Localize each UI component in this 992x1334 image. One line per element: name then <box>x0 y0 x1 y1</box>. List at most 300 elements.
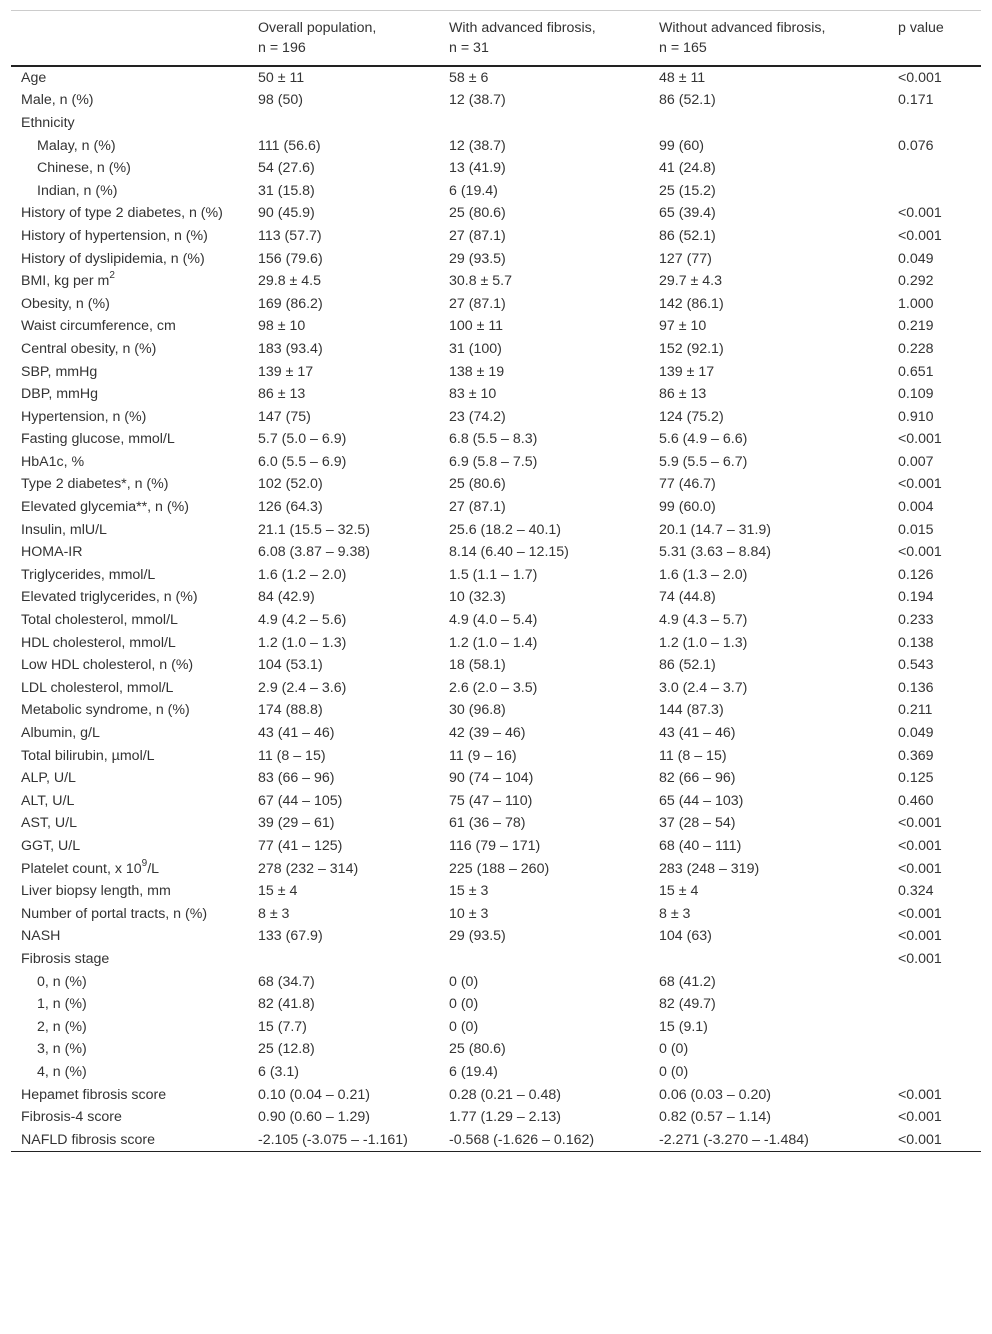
header-cell-overall: Overall population, n = 196 <box>247 11 438 66</box>
cell-with-advanced-fibrosis: 138 ± 19 <box>449 363 505 380</box>
cell-p-value: 0.049 <box>898 725 934 742</box>
table-row <box>11 835 981 858</box>
cell-overall: 126 (64.3) <box>258 499 323 516</box>
cell-with-advanced-fibrosis: 0 (0) <box>449 1018 479 1035</box>
table-row <box>11 541 981 564</box>
table-row <box>11 790 981 813</box>
cell-p-value: 0.076 <box>898 137 934 154</box>
row-label: History of hypertension, n (%) <box>21 227 208 244</box>
table-row <box>11 1038 981 1061</box>
cell-without-advanced-fibrosis: 68 (41.2) <box>659 973 716 990</box>
cell-with-advanced-fibrosis: 1.5 (1.1 – 1.7) <box>449 566 538 583</box>
cell-with-advanced-fibrosis: 90 (74 – 104) <box>449 770 534 787</box>
row-label: GGT, U/L <box>21 837 81 854</box>
table-container <box>11 10 981 1152</box>
cell-p-value: <0.001 <box>898 1086 942 1103</box>
cell-with-advanced-fibrosis: 25.6 (18.2 – 40.1) <box>449 521 562 538</box>
cell-p-value: <0.001 <box>898 205 942 222</box>
cell-overall: 6.08 (3.87 – 9.38) <box>258 544 371 561</box>
row-label: Type 2 diabetes*, n (%) <box>21 476 169 493</box>
header-cell-with-advanced-fibrosis: With advanced fibrosis, n = 31 <box>438 11 648 66</box>
row-label: ALP, U/L <box>21 770 76 787</box>
table-row <box>11 112 981 135</box>
cell-overall <box>247 948 438 971</box>
table-row <box>11 722 981 745</box>
header-cell-label <box>11 11 247 66</box>
cell-without-advanced-fibrosis: 82 (49.7) <box>659 996 716 1013</box>
cell-without-advanced-fibrosis: 65 (39.4) <box>659 205 716 222</box>
table-row <box>11 473 981 496</box>
cell-overall: 5.7 (5.0 – 6.9) <box>258 431 347 448</box>
cell-with-advanced-fibrosis: 75 (47 – 110) <box>449 792 533 809</box>
cell-without-advanced-fibrosis: 5.6 (4.9 – 6.6) <box>659 431 748 448</box>
cell-without-advanced-fibrosis: 99 (60) <box>659 137 704 154</box>
row-label: Triglycerides, mmol/L <box>21 566 156 583</box>
row-label: 0, n (%) <box>37 973 87 990</box>
cell-without-advanced-fibrosis: 1.6 (1.3 – 2.0) <box>659 566 748 583</box>
cell-overall: 113 (57.7) <box>258 227 322 244</box>
cell-p-value: <0.001 <box>898 431 942 448</box>
cell-overall: 15 (7.7) <box>258 1018 307 1035</box>
cell-p-value: <0.001 <box>898 544 942 561</box>
cell-overall: 84 (42.9) <box>258 589 315 606</box>
row-label: 1, n (%) <box>37 996 87 1013</box>
cell-without-advanced-fibrosis: 41 (24.8) <box>659 160 716 177</box>
cell-p-value: <0.001 <box>898 860 942 877</box>
table-header <box>11 11 981 66</box>
cell-without-advanced-fibrosis: 8 ± 3 <box>659 905 691 922</box>
cell-overall: 174 (88.8) <box>258 702 323 719</box>
cell-overall: 139 ± 17 <box>258 363 314 380</box>
row-label: Fibrosis stage <box>21 950 110 967</box>
cell-p-value: 0.910 <box>898 408 934 425</box>
cell-without-advanced-fibrosis: 86 (52.1) <box>659 92 716 109</box>
table-row <box>11 225 981 248</box>
cell-without-advanced-fibrosis: 74 (44.8) <box>659 589 716 606</box>
cell-p-value <box>887 1015 981 1038</box>
row-label: History of dyslipidemia, n (%) <box>21 250 205 267</box>
table-row <box>11 405 981 428</box>
cell-overall: 54 (27.6) <box>258 160 315 177</box>
cell-with-advanced-fibrosis: 6 (19.4) <box>449 1063 498 1080</box>
cell-without-advanced-fibrosis: 65 (44 – 103) <box>659 792 744 809</box>
cell-p-value: 0.126 <box>898 566 934 583</box>
table-row <box>11 428 981 451</box>
table-row <box>11 699 981 722</box>
cell-without-advanced-fibrosis: 97 ± 10 <box>659 318 707 335</box>
cell-p-value: <0.001 <box>898 1109 942 1126</box>
cell-with-advanced-fibrosis: 27 (87.1) <box>449 499 506 516</box>
table-row <box>11 993 981 1016</box>
cell-p-value: <0.001 <box>898 815 942 832</box>
cell-with-advanced-fibrosis: 0 (0) <box>449 996 479 1013</box>
cell-p-value <box>887 157 981 180</box>
cell-with-advanced-fibrosis: 29 (93.5) <box>449 250 506 267</box>
row-label: Total bilirubin, µmol/L <box>21 747 155 764</box>
cell-without-advanced-fibrosis: 15 (9.1) <box>659 1018 708 1035</box>
row-label: Fasting glucose, mmol/L <box>21 431 175 448</box>
table-row <box>11 1015 981 1038</box>
row-label: HDL cholesterol, mmol/L <box>21 634 176 651</box>
cell-without-advanced-fibrosis: 86 (52.1) <box>659 227 716 244</box>
cell-without-advanced-fibrosis: 3.0 (2.4 – 3.7) <box>659 679 748 696</box>
cell-without-advanced-fibrosis: 4.9 (4.3 – 5.7) <box>659 612 748 629</box>
row-label: Total cholesterol, mmol/L <box>21 612 178 629</box>
cell-with-advanced-fibrosis: 42 (39 – 46) <box>449 725 526 742</box>
cell-overall: 8 ± 3 <box>258 905 290 922</box>
cell-p-value: <0.001 <box>898 476 942 493</box>
cell-with-advanced-fibrosis: 25 (80.6) <box>449 205 506 222</box>
cell-without-advanced-fibrosis: 127 (77) <box>659 250 712 267</box>
cell-without-advanced-fibrosis: 43 (41 – 46) <box>659 725 736 742</box>
row-label: NASH <box>21 928 61 945</box>
row-label: ALT, U/L <box>21 792 75 809</box>
cell-with-advanced-fibrosis: 10 ± 3 <box>449 905 489 922</box>
cell-without-advanced-fibrosis: 0 (0) <box>659 1063 689 1080</box>
cell-without-advanced-fibrosis: 68 (40 – 111) <box>659 837 742 854</box>
baseline-characteristics-table <box>11 10 981 1152</box>
cell-with-advanced-fibrosis: 13 (41.9) <box>449 160 506 177</box>
cell-without-advanced-fibrosis: 0.06 (0.03 – 0.20) <box>659 1086 772 1103</box>
cell-with-advanced-fibrosis: 25 (80.6) <box>449 1041 506 1058</box>
cell-overall: 102 (52.0) <box>258 476 323 493</box>
cell-with-advanced-fibrosis: 0.28 (0.21 – 0.48) <box>449 1086 562 1103</box>
table-row <box>11 496 981 519</box>
row-label: 4, n (%) <box>37 1063 87 1080</box>
cell-p-value: <0.001 <box>898 950 942 967</box>
row-label: DBP, mmHg <box>21 386 98 403</box>
table-row <box>11 1061 981 1084</box>
cell-p-value: 0.211 <box>898 702 933 719</box>
cell-p-value: 0.004 <box>898 499 934 516</box>
cell-with-advanced-fibrosis <box>438 112 648 135</box>
superscript: 9 <box>141 857 148 869</box>
table-row <box>11 970 981 993</box>
cell-without-advanced-fibrosis: -2.271 (-3.270 – -1.484) <box>648 1128 887 1151</box>
cell-with-advanced-fibrosis: 31 (100) <box>449 340 502 357</box>
row-label: Elevated glycemia**, n (%) <box>21 499 189 516</box>
row-label: Indian, n (%) <box>37 182 118 199</box>
cell-overall: 39 (29 – 61) <box>258 815 335 832</box>
cell-p-value: 0.228 <box>898 340 934 357</box>
cell-overall: 0.10 (0.04 – 0.21) <box>258 1086 371 1103</box>
cell-p-value: 0.324 <box>898 883 934 900</box>
table-row <box>11 677 981 700</box>
cell-overall: 86 ± 13 <box>258 386 306 403</box>
cell-without-advanced-fibrosis: 0.82 (0.57 – 1.14) <box>659 1109 772 1126</box>
cell-without-advanced-fibrosis: 124 (75.2) <box>659 408 724 425</box>
cell-with-advanced-fibrosis: 0 (0) <box>449 973 479 990</box>
table-row <box>11 451 981 474</box>
cell-p-value <box>887 179 981 202</box>
table-row <box>11 134 981 157</box>
cell-p-value: 0.292 <box>898 273 934 290</box>
cell-with-advanced-fibrosis: 1.2 (1.0 – 1.4) <box>449 634 538 651</box>
cell-with-advanced-fibrosis: 27 (87.1) <box>449 227 506 244</box>
cell-overall: 29.8 ± 4.5 <box>258 273 322 290</box>
row-label: Albumin, g/L <box>21 725 100 742</box>
table-row <box>11 202 981 225</box>
cell-overall: 6.0 (5.5 – 6.9) <box>258 453 347 470</box>
cell-with-advanced-fibrosis: 18 (58.1) <box>449 657 506 674</box>
cell-overall: 21.1 (15.5 – 32.5) <box>258 521 371 538</box>
table-row <box>11 631 981 654</box>
cell-overall: 82 (41.8) <box>258 996 315 1013</box>
cell-overall: 50 ± 11 <box>258 69 305 86</box>
cell-p-value: 0.460 <box>898 792 934 809</box>
cell-without-advanced-fibrosis: 11 (8 – 15) <box>659 747 727 764</box>
cell-p-value <box>887 1061 981 1084</box>
cell-with-advanced-fibrosis: 100 ± 11 <box>449 318 504 335</box>
row-label: Low HDL cholesterol, n (%) <box>21 657 194 674</box>
table-row <box>11 880 981 903</box>
cell-p-value: 0.651 <box>898 363 934 380</box>
cell-without-advanced-fibrosis: 15 ± 4 <box>659 883 699 900</box>
row-label: Malay, n (%) <box>37 137 116 154</box>
header-row <box>11 11 981 66</box>
cell-overall: 43 (41 – 46) <box>258 725 335 742</box>
cell-without-advanced-fibrosis: 144 (87.3) <box>659 702 724 719</box>
row-label: Metabolic syndrome, n (%) <box>21 702 190 719</box>
cell-p-value: 0.125 <box>898 770 934 787</box>
cell-with-advanced-fibrosis: 6 (19.4) <box>449 182 498 199</box>
row-label: AST, U/L <box>21 815 77 832</box>
cell-p-value: 0.543 <box>898 657 934 674</box>
cell-without-advanced-fibrosis: 104 (63) <box>659 928 712 945</box>
cell-with-advanced-fibrosis: 12 (38.7) <box>449 92 506 109</box>
table-row <box>11 270 981 293</box>
cell-with-advanced-fibrosis: 58 ± 6 <box>449 69 489 86</box>
cell-without-advanced-fibrosis: 29.7 ± 4.3 <box>659 273 723 290</box>
cell-overall: 1.6 (1.2 – 2.0) <box>258 566 347 583</box>
cell-p-value: 0.171 <box>898 92 934 109</box>
row-label: LDL cholesterol, mmol/L <box>21 679 174 696</box>
row-label: Waist circumference, cm <box>21 318 176 335</box>
cell-with-advanced-fibrosis: 10 (32.3) <box>449 589 506 606</box>
cell-overall: 83 (66 – 96) <box>258 770 335 787</box>
cell-with-advanced-fibrosis <box>438 948 648 971</box>
table-row <box>11 586 981 609</box>
cell-with-advanced-fibrosis: 30 (96.8) <box>449 702 506 719</box>
cell-with-advanced-fibrosis: 2.6 (2.0 – 3.5) <box>449 679 538 696</box>
row-label: Elevated triglycerides, n (%) <box>21 589 198 606</box>
row-label: 3, n (%) <box>37 1041 87 1058</box>
cell-overall: 77 (41 – 125) <box>258 837 343 854</box>
cell-overall: 156 (79.6) <box>258 250 323 267</box>
cell-without-advanced-fibrosis: 1.2 (1.0 – 1.3) <box>659 634 748 651</box>
cell-without-advanced-fibrosis: 142 (86.1) <box>659 295 724 312</box>
cell-without-advanced-fibrosis: 86 (52.1) <box>659 657 716 674</box>
cell-overall: 25 (12.8) <box>258 1041 315 1058</box>
table-row <box>11 609 981 632</box>
table-row <box>11 744 981 767</box>
cell-overall: 183 (93.4) <box>258 340 323 357</box>
row-label: Platelet count, x $10^9/L$ <box>21 857 160 877</box>
cell-overall: 11 (8 – 15) <box>258 747 326 764</box>
table-row <box>11 1128 981 1151</box>
table-row <box>11 157 981 180</box>
superscript: 2 <box>109 270 115 282</box>
row-label: SBP, mmHg <box>21 363 98 380</box>
cell-with-advanced-fibrosis: 23 (74.2) <box>449 408 506 425</box>
cell-overall: 67 (44 – 105) <box>258 792 343 809</box>
cell-overall: -2.105 (-3.075 – -1.161) <box>247 1128 438 1151</box>
cell-p-value: <0.001 <box>898 227 942 244</box>
table-row <box>11 1083 981 1106</box>
cell-with-advanced-fibrosis: 6.9 (5.8 – 7.5) <box>449 453 538 470</box>
table-row <box>11 925 981 948</box>
cell-with-advanced-fibrosis: 4.9 (4.0 – 5.4) <box>449 612 538 629</box>
cell-overall: 68 (34.7) <box>258 973 315 990</box>
cell-p-value: 1.000 <box>898 295 934 312</box>
cell-with-advanced-fibrosis: 1.77 (1.29 – 2.13) <box>449 1109 562 1126</box>
table-row <box>11 66 981 90</box>
row-label: Obesity, n (%) <box>21 295 110 312</box>
row-label: Liver biopsy length, mm <box>21 883 171 900</box>
cell-p-value <box>887 1038 981 1061</box>
table-row <box>11 564 981 587</box>
cell-p-value: 0.049 <box>898 250 934 267</box>
cell-p-value: 0.015 <box>898 521 934 538</box>
table-row <box>11 948 981 971</box>
cell-overall: 4.9 (4.2 – 5.6) <box>258 612 347 629</box>
cell-overall: 90 (45.9) <box>258 205 315 222</box>
row-label: HbA1c, % <box>21 453 85 470</box>
cell-without-advanced-fibrosis: 99 (60.0) <box>659 499 716 516</box>
cell-without-advanced-fibrosis: 48 ± 11 <box>659 69 706 86</box>
cell-without-advanced-fibrosis: 86 ± 13 <box>659 386 707 403</box>
row-label: NAFLD fibrosis score <box>11 1128 247 1151</box>
cell-with-advanced-fibrosis: 25 (80.6) <box>449 476 506 493</box>
table-row <box>11 179 981 202</box>
cell-without-advanced-fibrosis: 0 (0) <box>659 1041 689 1058</box>
cell-overall: 98 (50) <box>258 92 303 109</box>
header-cell-p-value: p value <box>887 11 981 66</box>
cell-without-advanced-fibrosis: 283 (248 – 319) <box>659 860 760 877</box>
cell-with-advanced-fibrosis: 12 (38.7) <box>449 137 506 154</box>
table-row <box>11 654 981 677</box>
row-label: Ethnicity <box>21 114 75 131</box>
cell-p-value <box>887 993 981 1016</box>
row-label: History of type 2 diabetes, n (%) <box>21 205 223 222</box>
table-row <box>11 857 981 880</box>
cell-with-advanced-fibrosis: 27 (87.1) <box>449 295 506 312</box>
table-row <box>11 383 981 406</box>
cell-with-advanced-fibrosis: 11 (9 – 16) <box>449 747 517 764</box>
row-label: Chinese, n (%) <box>37 160 131 177</box>
row-label: Hepamet fibrosis score <box>21 1086 167 1103</box>
cell-overall: 147 (75) <box>258 408 311 425</box>
row-label: Number of portal tracts, n (%) <box>21 905 208 922</box>
row-label: Central obesity, n (%) <box>21 340 157 357</box>
cell-p-value <box>887 970 981 993</box>
cell-with-advanced-fibrosis: 30.8 ± 5.7 <box>449 273 513 290</box>
cell-without-advanced-fibrosis: 152 (92.1) <box>659 340 724 357</box>
cell-without-advanced-fibrosis: 5.9 (5.5 – 6.7) <box>659 453 748 470</box>
table-row <box>11 89 981 112</box>
cell-without-advanced-fibrosis: 25 (15.2) <box>659 182 716 199</box>
cell-without-advanced-fibrosis: 77 (46.7) <box>659 476 716 493</box>
table-row <box>11 1106 981 1129</box>
cell-overall: 133 (67.9) <box>258 928 323 945</box>
cell-p-value: <0.001 <box>898 69 942 86</box>
cell-p-value: 0.194 <box>898 589 934 606</box>
cell-p-value: 0.219 <box>898 318 934 335</box>
cell-p-value: <0.001 <box>887 1128 981 1151</box>
cell-p-value <box>887 112 981 135</box>
table-row <box>11 338 981 361</box>
cell-with-advanced-fibrosis: -0.568 (-1.626 – 0.162) <box>438 1128 648 1151</box>
cell-without-advanced-fibrosis <box>648 112 887 135</box>
cell-overall <box>247 112 438 135</box>
table-row <box>11 292 981 315</box>
row-label: 2, n (%) <box>37 1018 87 1035</box>
table-row <box>11 812 981 835</box>
table-row <box>11 767 981 790</box>
cell-without-advanced-fibrosis: 20.1 (14.7 – 31.9) <box>659 521 772 538</box>
cell-p-value: 0.138 <box>898 634 934 651</box>
cell-with-advanced-fibrosis: 6.8 (5.5 – 8.3) <box>449 431 538 448</box>
table-row <box>11 360 981 383</box>
cell-with-advanced-fibrosis: 83 ± 10 <box>449 386 497 403</box>
row-label: Insulin, mlU/L <box>21 521 107 538</box>
row-label: BMI, kg per $m^2$ <box>21 270 115 290</box>
cell-p-value: 0.136 <box>898 679 934 696</box>
cell-p-value: <0.001 <box>898 928 942 945</box>
cell-p-value: 0.007 <box>898 453 934 470</box>
cell-p-value: 0.369 <box>898 747 934 764</box>
cell-without-advanced-fibrosis: 139 ± 17 <box>659 363 715 380</box>
cell-overall: 0.90 (0.60 – 1.29) <box>258 1109 371 1126</box>
cell-overall: 2.9 (2.4 – 3.6) <box>258 679 347 696</box>
cell-without-advanced-fibrosis <box>648 948 887 971</box>
cell-p-value: 0.233 <box>898 612 934 629</box>
cell-with-advanced-fibrosis: 29 (93.5) <box>449 928 506 945</box>
header-cell-without-advanced-fibrosis: Without advanced fibrosis, n = 165 <box>648 11 887 66</box>
cell-overall: 98 ± 10 <box>258 318 306 335</box>
cell-p-value: 0.109 <box>898 386 934 403</box>
row-label: HOMA-IR <box>21 544 83 561</box>
cell-with-advanced-fibrosis: 15 ± 3 <box>449 883 489 900</box>
row-label: Male, n (%) <box>21 92 94 109</box>
cell-p-value: <0.001 <box>898 837 942 854</box>
cell-overall: 15 ± 4 <box>258 883 298 900</box>
cell-with-advanced-fibrosis: 116 (79 – 171) <box>449 837 541 854</box>
cell-overall: 1.2 (1.0 – 1.3) <box>258 634 347 651</box>
cell-overall: 278 (232 – 314) <box>258 860 359 877</box>
cell-overall: 111 (56.6) <box>258 137 321 154</box>
cell-overall: 31 (15.8) <box>258 182 315 199</box>
cell-overall: 104 (53.1) <box>258 657 323 674</box>
cell-overall: 169 (86.2) <box>258 295 323 312</box>
table-row <box>11 315 981 338</box>
table-body <box>11 66 981 1152</box>
cell-without-advanced-fibrosis: 82 (66 – 96) <box>659 770 736 787</box>
cell-without-advanced-fibrosis: 5.31 (3.63 – 8.84) <box>659 544 772 561</box>
cell-p-value: <0.001 <box>898 905 942 922</box>
table-row <box>11 902 981 925</box>
row-label: Fibrosis-4 score <box>21 1109 122 1126</box>
table-row <box>11 518 981 541</box>
row-label: Hypertension, n (%) <box>21 408 147 425</box>
cell-with-advanced-fibrosis: 61 (36 – 78) <box>449 815 526 832</box>
table-row <box>11 247 981 270</box>
row-label: Age <box>21 69 47 86</box>
cell-without-advanced-fibrosis: 37 (28 – 54) <box>659 815 736 832</box>
cell-with-advanced-fibrosis: 225 (188 – 260) <box>449 860 550 877</box>
cell-overall: 6 (3.1) <box>258 1063 300 1080</box>
cell-with-advanced-fibrosis: 8.14 (6.40 – 12.15) <box>449 544 569 561</box>
